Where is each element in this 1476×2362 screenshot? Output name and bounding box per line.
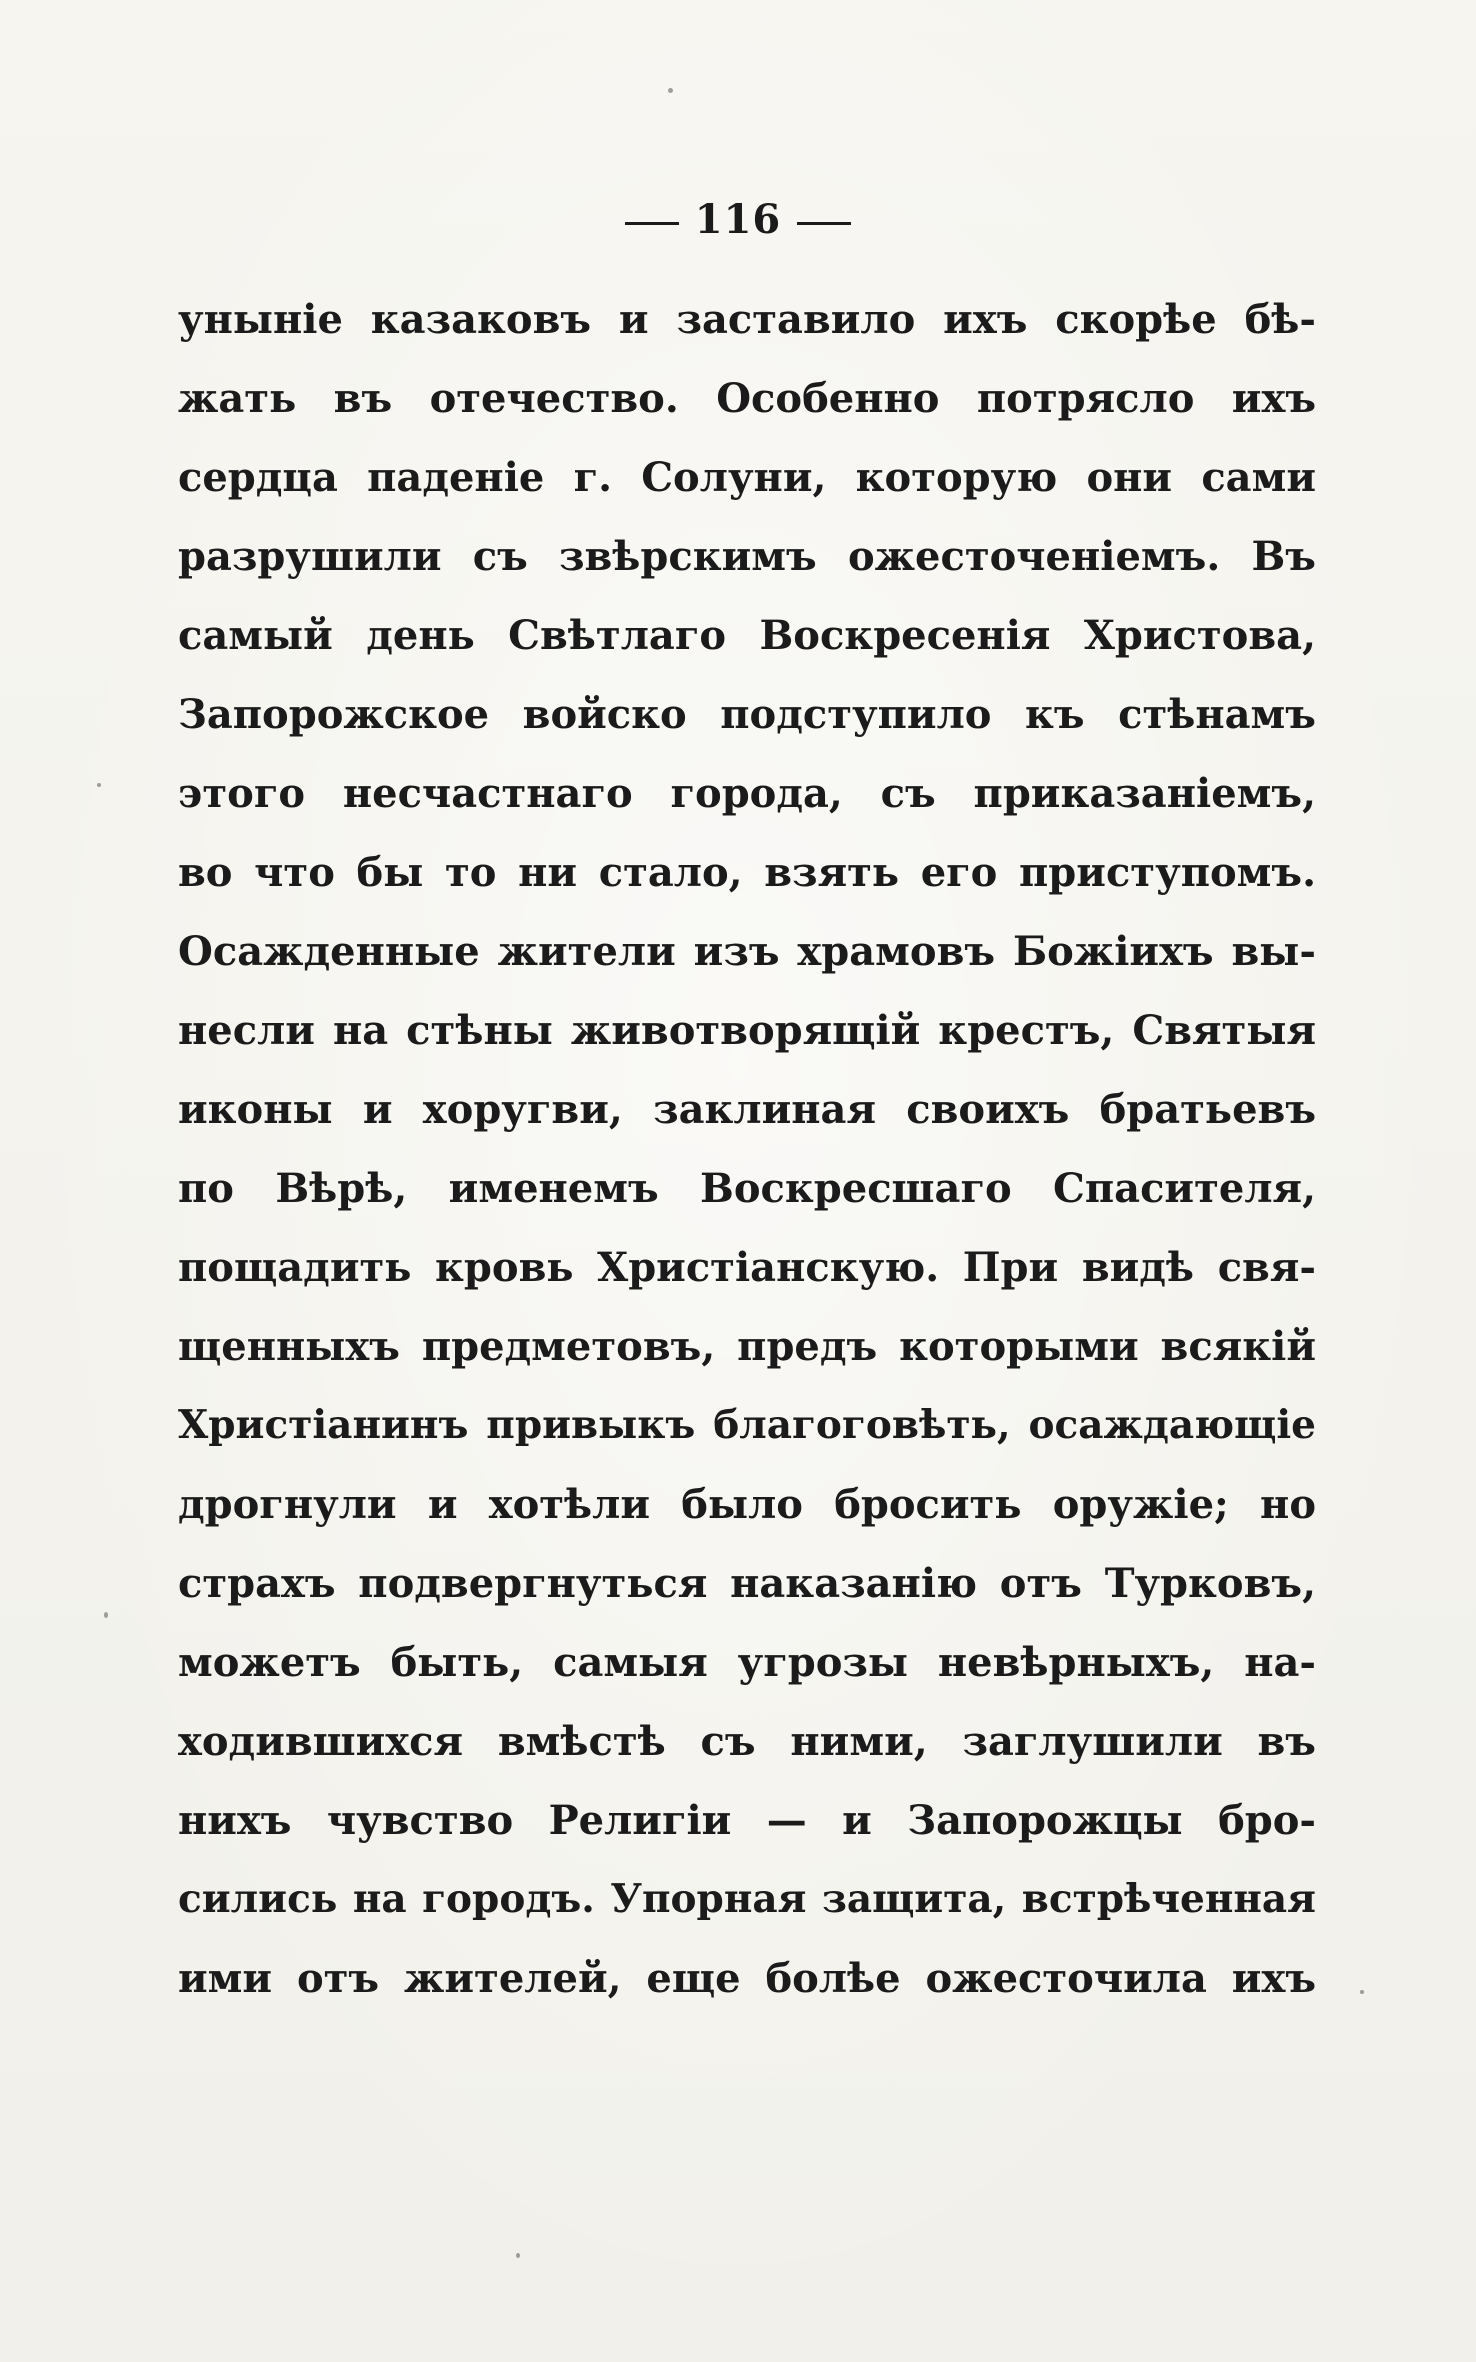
text-line: самый день Свѣтлаго Воскресенія Христова, bbox=[178, 612, 1316, 659]
text-line: ими отъ жителей, еще болѣе ожесточила ихъ bbox=[178, 1955, 1316, 2002]
paper-speck bbox=[97, 783, 101, 787]
text-line: дрогнули и хотѣли было бросить оружіе; но bbox=[178, 1481, 1316, 1528]
text-line: разрушили съ звѣрскимъ ожесточеніемъ. Въ bbox=[178, 533, 1316, 580]
text-line: Христіанинъ привыкъ благоговѣть, осаждающіе bbox=[178, 1402, 1316, 1448]
text-line: жать въ отечество. Особенно потрясло ихъ bbox=[178, 375, 1316, 422]
text-line: ходившихся вмѣстѣ съ ними, заглушили въ bbox=[178, 1718, 1316, 1765]
paper-speck bbox=[1360, 1990, 1364, 1994]
text-line: уныніе казаковъ и заставило ихъ скорѣе бѣ- bbox=[178, 296, 1316, 343]
paper-speck bbox=[104, 1612, 108, 1618]
page-number-dash-left bbox=[625, 222, 679, 225]
text-line: пощадить кровь Христіанскую. При видѣ свя- bbox=[178, 1244, 1316, 1291]
page-number bbox=[0, 190, 1476, 250]
text-line: можетъ быть, самыя угрозы невѣрныхъ, на- bbox=[178, 1639, 1316, 1686]
text-line: этого несчастнаго города, съ приказаніемъ, bbox=[178, 770, 1316, 817]
paper-speck bbox=[668, 88, 673, 93]
text-line: несли на стѣны животворящій крестъ, Святыя bbox=[178, 1007, 1316, 1054]
text-line: сились на городъ. Упорная защита, встрѣченная bbox=[178, 1876, 1316, 1922]
page-number-dash-right bbox=[797, 222, 851, 225]
text-line: Запорожское войско подступило къ стѣнамъ bbox=[178, 691, 1316, 738]
text-line: страхъ подвергнуться наказанію отъ Турковъ, bbox=[178, 1560, 1316, 1607]
text-line: щенныхъ предметовъ, предъ которыми всякій bbox=[178, 1323, 1316, 1370]
text-line: Осажденные жители изъ храмовъ Божіихъ вы- bbox=[178, 928, 1316, 975]
text-line: сердца паденіе г. Солуни, которую они сами bbox=[178, 454, 1316, 501]
paper-speck bbox=[516, 2253, 520, 2258]
body-text bbox=[178, 280, 1316, 2018]
text-line: во что бы то ни стало, взять его приступомъ. bbox=[178, 849, 1316, 896]
text-line: нихъ чувство Религіи — и Запорожцы бро- bbox=[178, 1797, 1316, 1844]
page-number-value: 116 bbox=[694, 196, 782, 243]
text-line: по Вѣрѣ, именемъ Воскресшаго Спасителя, bbox=[178, 1165, 1316, 1212]
text-line: иконы и хоругви, заклиная своихъ братьевъ bbox=[178, 1086, 1316, 1133]
